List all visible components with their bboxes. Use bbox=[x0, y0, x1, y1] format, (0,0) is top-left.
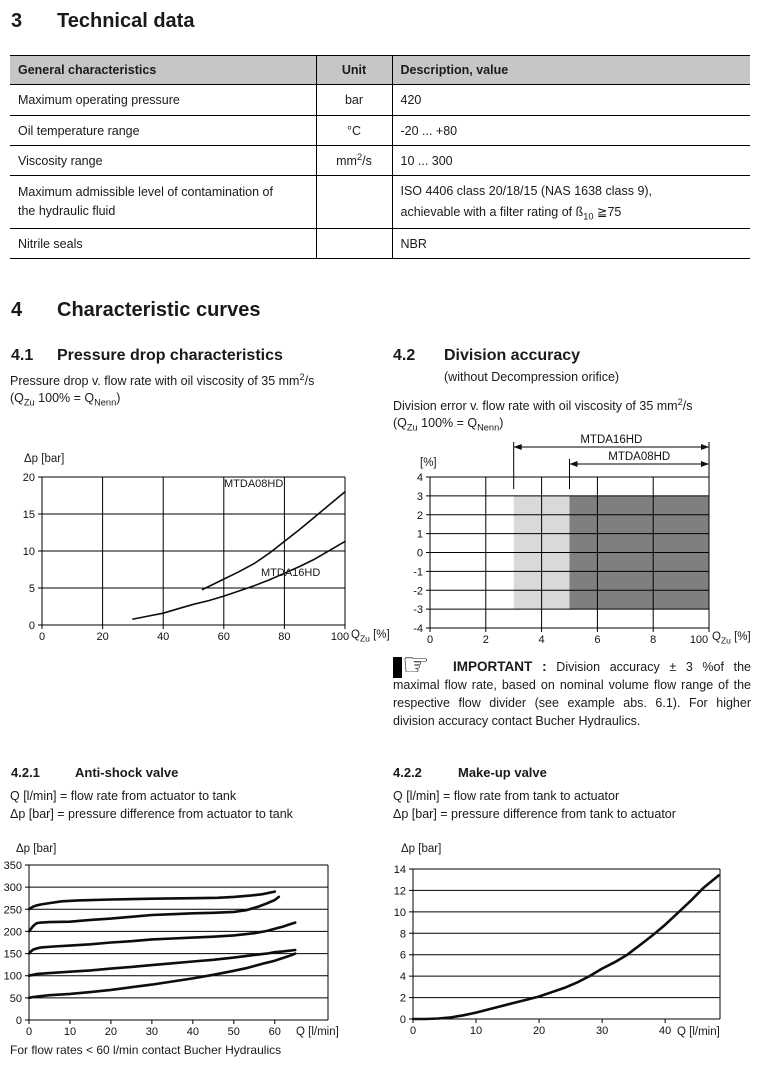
svg-text:30: 30 bbox=[145, 1026, 159, 1038]
svg-text:6: 6 bbox=[594, 634, 601, 646]
important-label: IMPORTANT : bbox=[453, 659, 547, 674]
characteristic-cell: Oil temperature range bbox=[10, 116, 316, 146]
value-cell: 10 ... 300 bbox=[392, 146, 750, 176]
svg-text:100: 100 bbox=[330, 631, 350, 643]
svg-text:2: 2 bbox=[416, 509, 423, 522]
svg-text:2: 2 bbox=[482, 634, 489, 646]
svg-text:250: 250 bbox=[3, 904, 22, 917]
pressure-drop-condition: ($Q_{Zu}$ $100\% = Q_{Nenn}$) bbox=[10, 391, 121, 408]
svg-text:40: 40 bbox=[659, 1025, 672, 1037]
svg-text:0: 0 bbox=[399, 1014, 406, 1026]
value-cell: NBR bbox=[392, 229, 750, 259]
value-cell: -20 ... +80 bbox=[392, 116, 750, 146]
svg-text:200: 200 bbox=[3, 926, 22, 939]
flow-rate-footnote: For flow rates < 60 l/min contact Bucher Hydraulics bbox=[10, 1043, 282, 1057]
characteristic-cell: Maximum operating pressure bbox=[10, 85, 316, 116]
svg-text:3: 3 bbox=[416, 490, 423, 503]
svg-text:14: 14 bbox=[393, 864, 406, 876]
svg-text:10: 10 bbox=[63, 1026, 77, 1038]
antishock-q-definition: Q [l/min] = flow rate from actuator to tank bbox=[10, 789, 237, 803]
svg-text:0: 0 bbox=[426, 634, 434, 646]
svg-text:0: 0 bbox=[15, 1015, 22, 1027]
section-title: Division accuracy bbox=[444, 347, 581, 364]
unit-cell: bar bbox=[316, 85, 392, 116]
pointing-hand-icon: ☞ bbox=[393, 648, 453, 682]
division-error-description: Division error v. flow rate with oil viscosity of 35 $mm^2/s$ bbox=[393, 396, 693, 413]
section-number: 3 bbox=[11, 10, 23, 32]
pressure-drop-chart bbox=[10, 450, 390, 650]
pressure-drop-x-axis-label: $Q_{Zu}$ [%] bbox=[351, 629, 390, 644]
svg-text:30: 30 bbox=[595, 1025, 609, 1037]
section-3-heading bbox=[11, 10, 194, 33]
section-number: 4.2.1 bbox=[11, 765, 40, 780]
svg-text:8: 8 bbox=[399, 928, 406, 941]
svg-text:-3: -3 bbox=[413, 604, 423, 617]
characteristic-cell: Nitrile seals bbox=[10, 229, 316, 259]
section-number: 4.2 bbox=[393, 347, 416, 364]
makeup-x-axis-label: Q [l/min] bbox=[677, 1026, 720, 1038]
svg-text:0: 0 bbox=[28, 620, 35, 632]
svg-text:20: 20 bbox=[532, 1025, 546, 1037]
svg-text:10: 10 bbox=[393, 906, 406, 919]
svg-text:12: 12 bbox=[393, 885, 406, 898]
table-row bbox=[10, 85, 750, 116]
table-row bbox=[10, 146, 750, 176]
svg-text:60: 60 bbox=[268, 1026, 281, 1038]
unit-cell: °C bbox=[316, 116, 392, 146]
section-4-2-2-heading bbox=[393, 765, 547, 780]
svg-text:100: 100 bbox=[3, 970, 22, 983]
section-4-2-heading bbox=[393, 347, 580, 365]
unit-cell: $mm^2/s$ bbox=[316, 146, 392, 176]
important-text: Division accuracy ± 3 %of the maximal flow rate, based on nominal volume flow range of the respective flow divider (see example abs. 6.1). For higher division accuracy contact Bucher Hydraulics. bbox=[393, 660, 751, 728]
pressure-drop-y-axis-label: Δp [bar] bbox=[24, 453, 65, 465]
makeup-dp-definition: Δp [bar] = pressure difference from tank to actuator bbox=[393, 807, 676, 821]
svg-text:8: 8 bbox=[650, 634, 657, 646]
svg-text:-1: -1 bbox=[413, 566, 423, 579]
value-cell: 420 bbox=[392, 85, 750, 116]
svg-text:2: 2 bbox=[399, 992, 406, 1005]
svg-text:MTDA08HD: MTDA08HD bbox=[608, 451, 671, 463]
division-accuracy-subtitle: (without Decompression orifice) bbox=[444, 370, 620, 384]
table-header-row bbox=[10, 56, 750, 85]
table-row bbox=[10, 229, 750, 259]
svg-text:20: 20 bbox=[22, 472, 35, 484]
svg-text:10: 10 bbox=[469, 1025, 483, 1037]
characteristic-cell: Viscosity range bbox=[10, 146, 316, 176]
svg-text:10: 10 bbox=[22, 546, 35, 558]
antishock-dp-definition: Δp [bar] = pressure difference from actuator to tank bbox=[10, 807, 293, 821]
division-error-condition: ($Q_{Zu}$ $100\% = Q_{Nenn}$) bbox=[393, 416, 504, 433]
header-general-characteristics: General characteristics bbox=[10, 56, 316, 85]
antishock-y-axis-label: Δp [bar] bbox=[16, 843, 57, 855]
svg-text:4: 4 bbox=[416, 472, 423, 484]
svg-text:100: 100 bbox=[689, 634, 709, 646]
section-4-heading bbox=[11, 299, 260, 322]
makeup-y-axis-label: Δp [bar] bbox=[401, 843, 442, 855]
svg-text:150: 150 bbox=[3, 948, 22, 961]
svg-text:0: 0 bbox=[409, 1025, 417, 1037]
header-unit: Unit bbox=[316, 56, 392, 85]
table-row bbox=[10, 116, 750, 146]
svg-text:20: 20 bbox=[104, 1026, 118, 1038]
table-row bbox=[10, 176, 750, 229]
section-title: Pressure drop characteristics bbox=[57, 347, 283, 364]
svg-text:5: 5 bbox=[28, 583, 35, 595]
svg-text:0: 0 bbox=[38, 631, 46, 643]
svg-text:20: 20 bbox=[96, 631, 109, 643]
pressure-drop-description: Pressure drop v. flow rate with oil viscosity of 35 $mm^2/s$ bbox=[10, 371, 315, 388]
svg-text:80: 80 bbox=[278, 631, 291, 643]
section-4-1-heading bbox=[11, 347, 283, 365]
antishock-valve-chart bbox=[3, 843, 360, 1039]
division-accuracy-x-axis-label: $Q_{Zu}$ [%] bbox=[712, 631, 751, 646]
svg-text:40: 40 bbox=[186, 1026, 199, 1038]
unit-cell bbox=[316, 176, 392, 229]
header-description-value: Description, value bbox=[392, 56, 750, 85]
svg-text:50: 50 bbox=[227, 1026, 240, 1038]
svg-text:1: 1 bbox=[416, 528, 423, 541]
svg-text:40: 40 bbox=[157, 631, 170, 643]
section-title: Make-up valve bbox=[458, 765, 547, 780]
technical-data-table bbox=[10, 55, 750, 259]
curve-label-mtda16hd: MTDA16HD bbox=[261, 567, 321, 579]
antishock-x-axis-label: Q [l/min] bbox=[296, 1026, 339, 1038]
value-cell: ISO 4406 class 20/18/15 (NAS 1638 class 9), achievable with a filter rating of $ß_{10}$ ≧75 bbox=[392, 176, 750, 229]
curve-label-mtda08hd: MTDA08HD bbox=[224, 478, 284, 490]
section-number: 4.1 bbox=[11, 347, 34, 364]
svg-text:4: 4 bbox=[399, 971, 406, 984]
svg-text:MTDA16HD: MTDA16HD bbox=[580, 434, 643, 446]
svg-text:300: 300 bbox=[3, 882, 22, 895]
svg-text:350: 350 bbox=[3, 860, 22, 872]
section-title: Characteristic curves bbox=[57, 299, 261, 321]
section-title: Technical data bbox=[57, 10, 195, 32]
characteristic-cell: Maximum admissible level of contamination of the hydraulic fluid bbox=[10, 176, 316, 229]
section-number: 4 bbox=[11, 299, 23, 321]
svg-text:50: 50 bbox=[9, 992, 22, 1005]
division-accuracy-chart bbox=[400, 430, 735, 645]
makeup-q-definition: Q [l/min] = flow rate from tank to actuator bbox=[393, 789, 620, 803]
section-number: 4.2.2 bbox=[393, 765, 422, 780]
svg-text:0: 0 bbox=[25, 1026, 33, 1038]
svg-text:-2: -2 bbox=[413, 585, 423, 598]
svg-text:15: 15 bbox=[22, 509, 35, 521]
svg-text:6: 6 bbox=[399, 949, 406, 962]
svg-text:-4: -4 bbox=[413, 623, 423, 635]
important-note bbox=[393, 658, 751, 730]
unit-cell bbox=[316, 229, 392, 259]
division-accuracy-y-axis-label: [%] bbox=[420, 457, 437, 469]
makeup-valve-chart bbox=[395, 843, 740, 1039]
svg-text:0: 0 bbox=[416, 547, 423, 560]
svg-text:4: 4 bbox=[538, 634, 545, 646]
section-title: Anti-shock valve bbox=[75, 765, 179, 780]
svg-text:60: 60 bbox=[217, 631, 230, 643]
section-4-2-1-heading bbox=[11, 765, 178, 780]
